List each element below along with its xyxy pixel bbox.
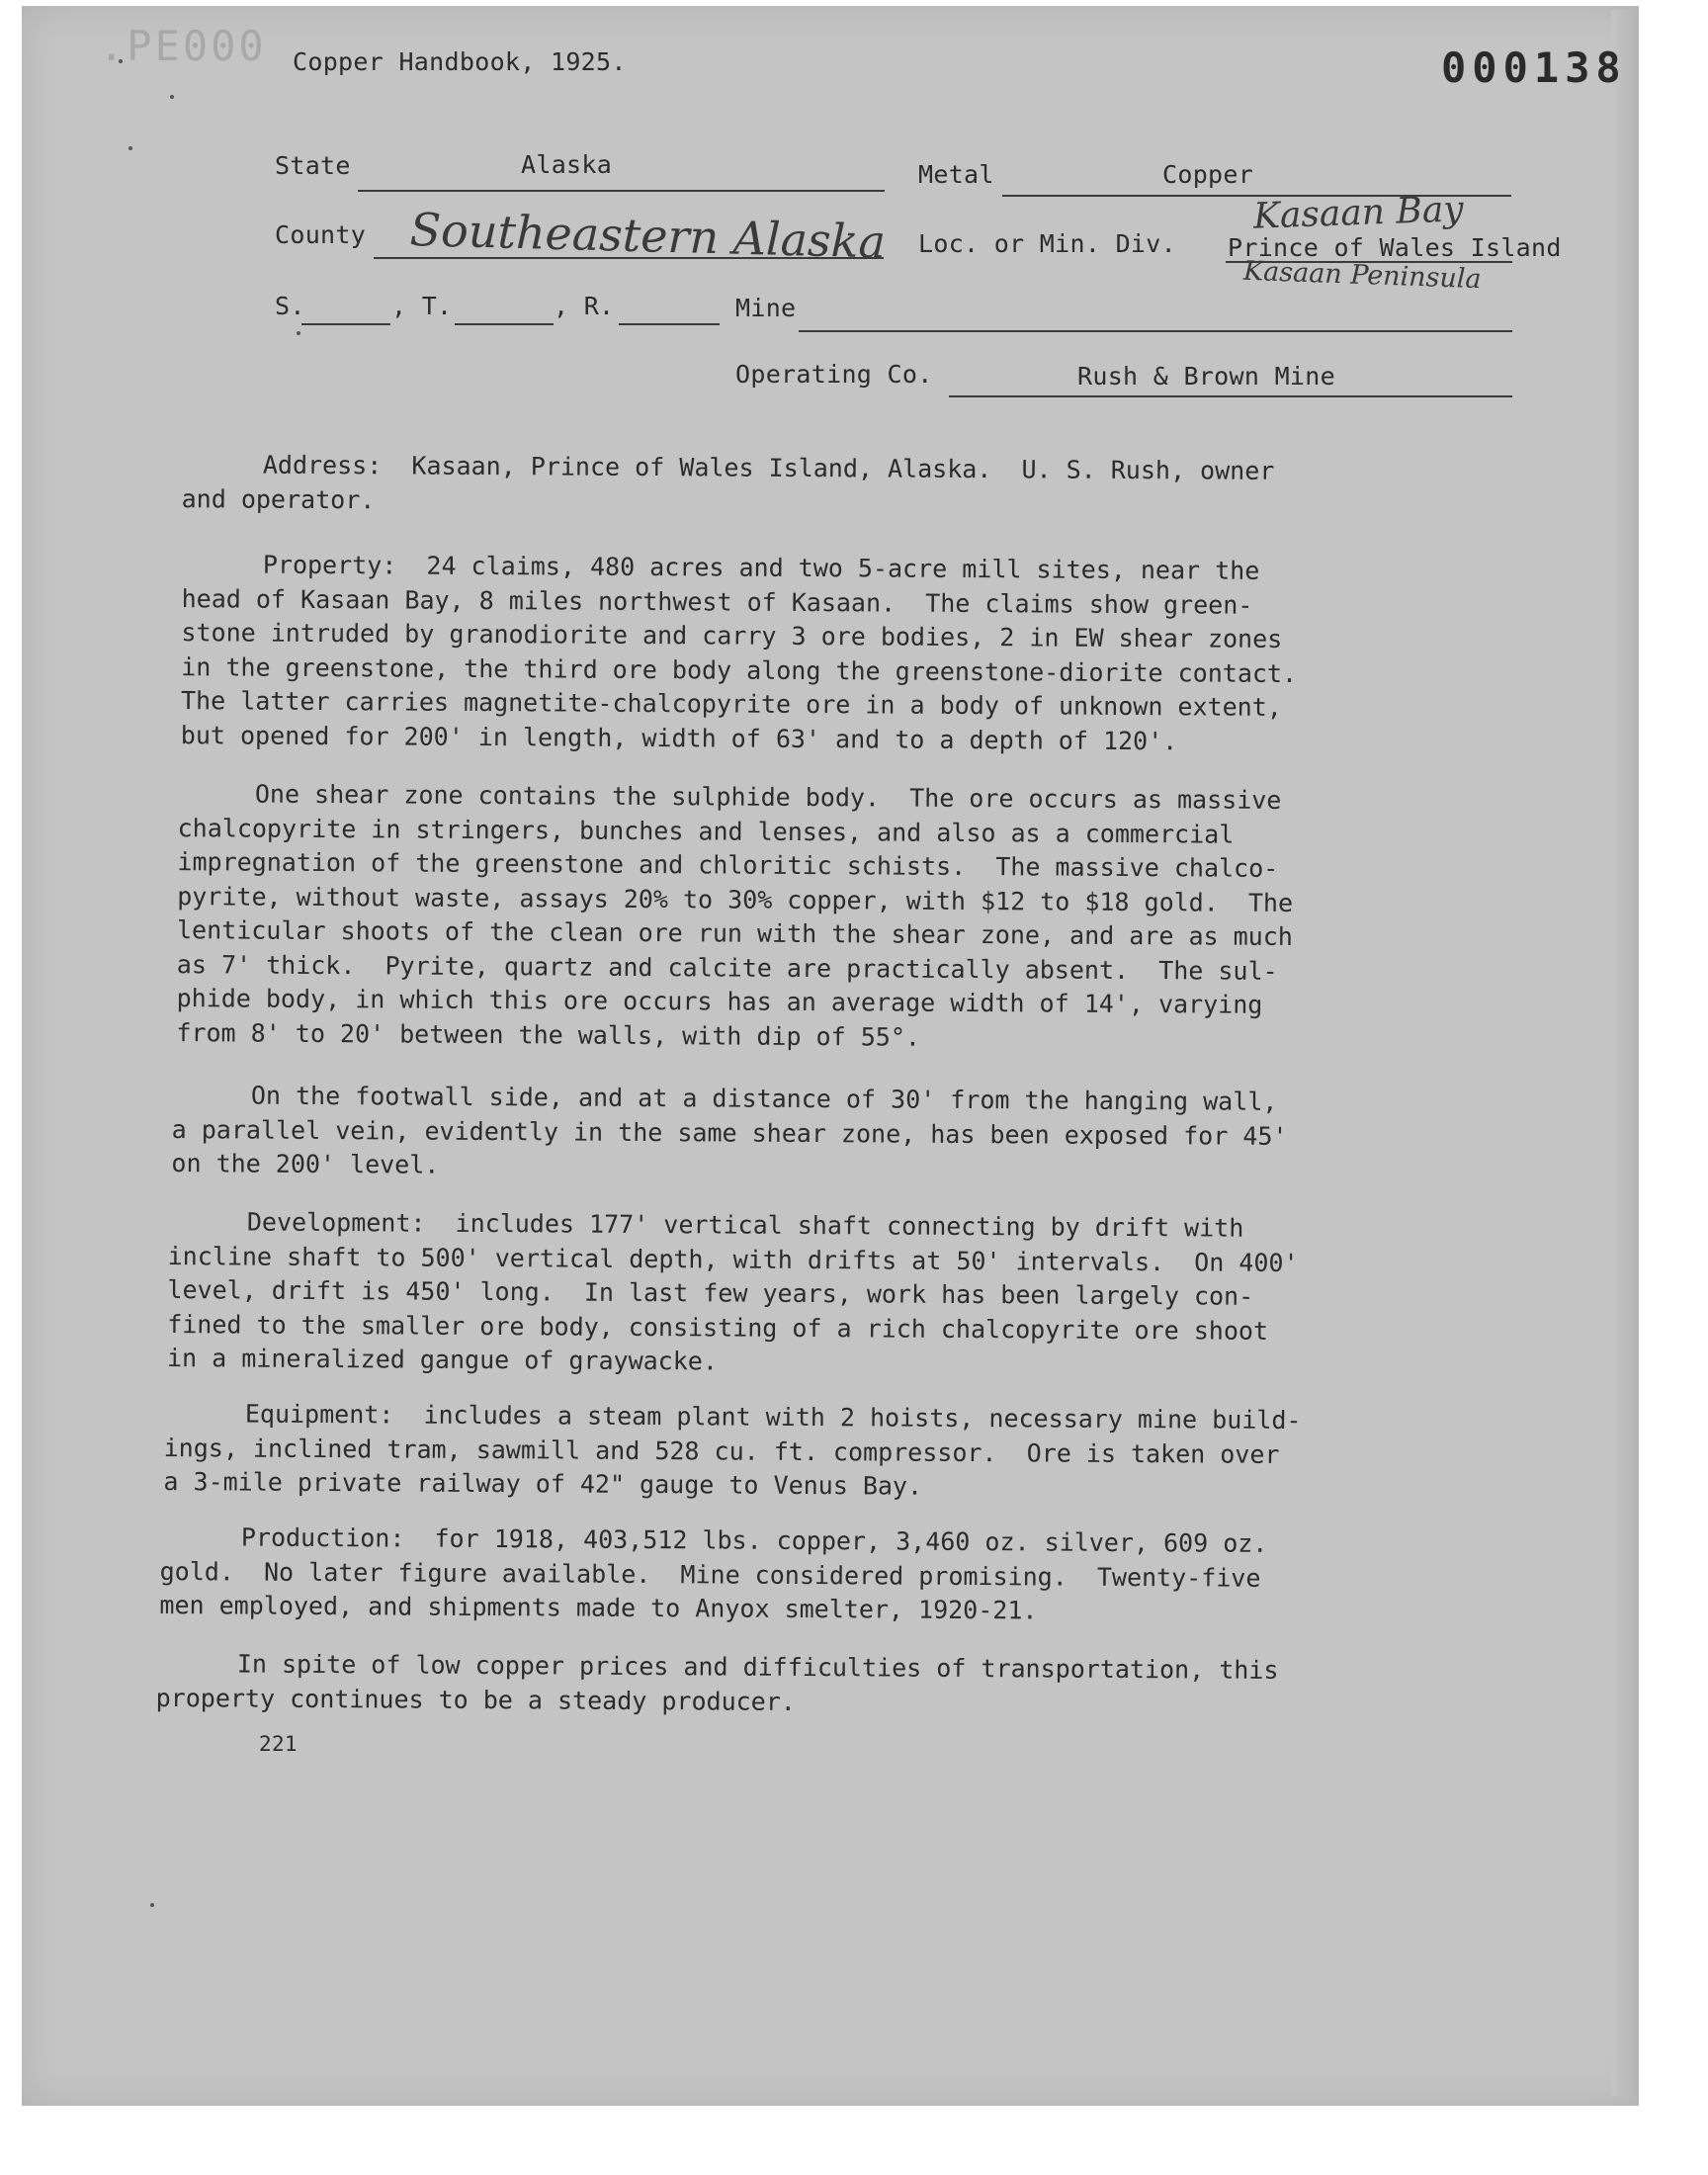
- document-number: 000138: [1441, 44, 1627, 92]
- text-line: as 7' thick. Pyrite, quartz and calcite are practically absent. The sul-: [176, 949, 1278, 986]
- speck: [297, 331, 300, 335]
- text-line: gold. No later figure available. Mine considered promising. Twenty-five: [159, 1556, 1261, 1593]
- county-label: County: [275, 220, 367, 249]
- text-line: incline shaft to 500' vertical depth, with drifts at 50' intervals. On 400': [167, 1241, 1299, 1277]
- text-line: Development: includes 177' vertical shaft connecting by drift with: [246, 1207, 1244, 1243]
- county-value-handwritten: Southeastern Alaska: [409, 203, 887, 269]
- text-line: but opened for 200' in length, width of 63' and to a depth of 120'.: [180, 720, 1178, 755]
- text-line: in the greenstone, the third ore body along the greenstone-diorite contact.: [181, 652, 1298, 688]
- operating-underline: [949, 395, 1512, 397]
- paragraph-development: [0, 1204, 1617, 1384]
- loc-value: Prince of Wales Island: [1228, 233, 1562, 262]
- text-line: fined to the smaller ore body, consisting of a rich chalcopyrite ore shoot: [167, 1309, 1269, 1346]
- text-line: One shear zone contains the sulphide body. The ore occurs as massive: [254, 779, 1282, 815]
- loc-handwritten-top: Kasaan Bay: [1252, 189, 1465, 237]
- text-line: Production: for 1918, 403,512 lbs. copper, 3,460 oz. silver, 609 oz.: [240, 1522, 1268, 1558]
- page-number: 221: [259, 1732, 298, 1756]
- text-line: a parallel vein, evidently in the same shear zone, has been exposed for 45': [171, 1114, 1288, 1151]
- speck: [170, 95, 174, 99]
- text-line: In spite of low copper prices and difficulties of transportation, this: [236, 1649, 1279, 1685]
- loc-handwritten-bottom: Kasaan Peninsula: [1242, 255, 1483, 296]
- text-line: from 8' to 20' between the walls, with dip of 55°.: [176, 1017, 921, 1052]
- section-label: S.: [275, 292, 305, 320]
- text-line: Address: Kasaan, Prince of Wales Island, Alaska. U. S. Rush, owner: [262, 450, 1275, 485]
- text-line: a 3-mile private railway of 42" gauge to Venus Bay.: [163, 1467, 923, 1501]
- mine-label: Mine: [735, 294, 797, 322]
- text-line: chalcopyrite in stringers, bunches and lenses, and also as a commercial: [177, 813, 1235, 849]
- township-underline: [455, 323, 554, 325]
- paragraph-footwall: [0, 1078, 1617, 1189]
- text-line: impregnation of the greenstone and chloritic schists. The massive chalco-: [177, 847, 1279, 883]
- text-line: stone intruded by granodiorite and carry 3 ore bodies, 2 in EW shear zones: [181, 618, 1283, 653]
- speck: [150, 1903, 154, 1907]
- text-line: head of Kasaan Bay, 8 miles northwest of Kasaan. The claims show green-: [181, 583, 1253, 620]
- paragraph-equipment: [0, 1396, 1617, 1508]
- text-line: level, drift is 450' long. In last few years, work has been largely con-: [167, 1275, 1254, 1311]
- township-label: , T.: [391, 292, 453, 320]
- speck: [128, 146, 132, 150]
- loc-label: Loc. or Min. Div.: [918, 229, 1176, 258]
- text-line: and operator.: [181, 483, 376, 514]
- text-line: ings, inclined tram, sawmill and 528 cu. ft. compressor. Ore is taken over: [163, 1433, 1280, 1469]
- text-line: in a mineralized gangue of graywacke.: [166, 1344, 719, 1376]
- paragraph-address: [0, 447, 1617, 525]
- range-label: , R.: [554, 292, 615, 320]
- text-line: Property: 24 claims, 480 acres and two 5-acre mill sites, near the: [262, 550, 1260, 585]
- text-line: phide body, in which this ore occurs has an average width of 14', varying: [176, 984, 1263, 1019]
- text-line: lenticular shoots of the clean ore run with the shear zone, and are as much: [176, 915, 1293, 951]
- paragraph-property: [0, 547, 1617, 761]
- state-underline: [358, 190, 885, 192]
- state-label: State: [275, 151, 351, 180]
- metal-label: Metal: [918, 160, 994, 189]
- text-line: property continues to be a steady producer.: [155, 1683, 796, 1716]
- section-underline: [301, 323, 390, 325]
- paragraph-conclusion: [0, 1646, 1617, 1724]
- paragraph-production: [0, 1520, 1617, 1631]
- metal-value: Copper: [1162, 160, 1254, 189]
- text-line: The latter carries magnetite-chalcopyrite ore in a body of unknown extent,: [180, 686, 1282, 722]
- text-line: On the footwall side, and at a distance of 30' from the hanging wall,: [250, 1081, 1278, 1116]
- operating-label: Operating Co.: [735, 360, 933, 389]
- faint-stamp: .PE000: [99, 22, 267, 70]
- paragraph-shear-zone: [0, 776, 1617, 1059]
- operating-value: Rush & Brown Mine: [1077, 362, 1335, 391]
- text-line: on the 200' level.: [171, 1149, 440, 1179]
- handbook-title: Copper Handbook, 1925.: [293, 47, 627, 76]
- mine-underline: [799, 330, 1512, 332]
- text-line: Equipment: includes a steam plant with 2 hoists, necessary mine build-: [244, 1399, 1302, 1436]
- text-line: men employed, and shipments made to Anyox smelter, 1920-21.: [159, 1590, 1038, 1625]
- text-line: pyrite, without waste, assays 20% to 30% copper, with $12 to $18 gold. The: [177, 881, 1294, 917]
- range-underline: [619, 323, 720, 325]
- state-value: Alaska: [521, 150, 613, 179]
